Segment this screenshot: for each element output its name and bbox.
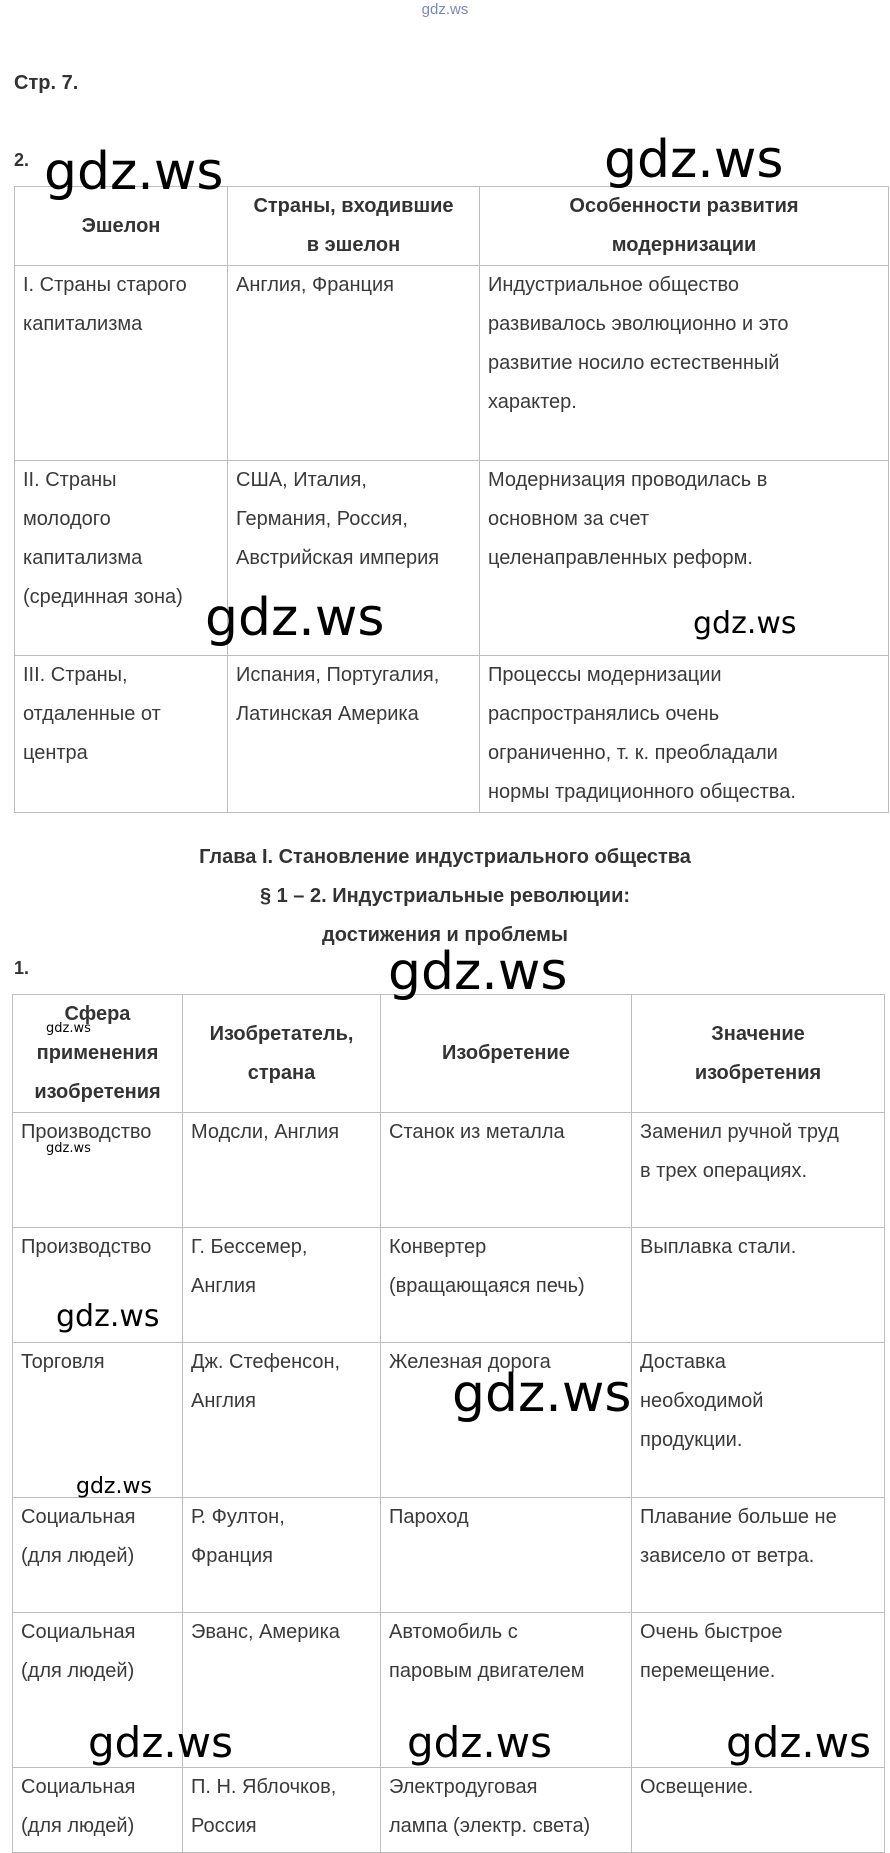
cell-sphere: Производство — [13, 1228, 183, 1343]
cell-significance: Выплавка стали. — [632, 1228, 885, 1343]
section-title: § 1 – 2. Индустриальные революции: — [259, 885, 631, 907]
header-countries: Страны, входившие в эшелон — [228, 187, 480, 266]
cell-inventor: Р. Фултон, Франция — [183, 1498, 381, 1613]
cell-inventor: Дж. Стефенсон, Англия — [183, 1343, 381, 1498]
cell-significance: Плавание больше не зависело от ветра. — [632, 1498, 885, 1613]
watermark: gdz.ws — [693, 606, 797, 641]
watermark: gdz.ws — [604, 130, 784, 190]
watermark: gdz.ws — [76, 1474, 152, 1499]
cell-inventor: П. Н. Яблочков, Россия — [183, 1768, 381, 1853]
header-echelon: Эшелон — [15, 187, 228, 266]
cell-invention: Железная дорога — [381, 1343, 632, 1498]
cell-inventor: Модсли, Англия — [183, 1113, 381, 1228]
cell-significance: Доставка необходимой продукции. — [632, 1343, 885, 1498]
task-number-1: 1. — [14, 958, 30, 978]
cell-features: Процессы модернизации распространялись очень ограниченно, т. к. преобладали нормы традиционного общества. — [480, 656, 889, 813]
cell-countries: Испания, Португалия, Латинская Америка — [228, 656, 480, 813]
cell-countries: Англия, Франция — [228, 266, 480, 461]
cell-significance: Очень быстрое перемещение. — [632, 1613, 885, 1768]
watermark: gdz.ws — [388, 942, 568, 1002]
watermark: gdz.ws — [407, 1718, 552, 1767]
cell-invention: Автомобиль с паровым двигателем — [381, 1613, 632, 1768]
cell-countries: США, Италия, Германия, Россия, Австрийская империя — [228, 461, 480, 656]
chapter-title: Глава I. Становление индустриального общества — [199, 846, 691, 868]
cell-sphere: Социальная (для людей) — [13, 1613, 183, 1768]
header-inventor: Изобретатель, страна — [183, 995, 381, 1113]
watermark: gdz.ws — [56, 1299, 160, 1334]
header-sphere: Сфера применения изобретения — [13, 995, 183, 1113]
cell-sphere: Социальная (для людей) — [13, 1768, 183, 1853]
header-significance: Значение изобретения — [632, 995, 885, 1113]
header-invention: Изобретение — [381, 995, 632, 1113]
watermark: gdz.ws — [452, 1364, 632, 1424]
section-subtitle: достижения и проблемы — [322, 924, 568, 946]
task-number-2: 2. — [14, 150, 30, 170]
cell-features: Модернизация проводилась в основном за счет целенаправленных реформ. — [480, 461, 889, 656]
watermark: gdz.ws — [205, 588, 385, 648]
table-header-row — [13, 995, 885, 1113]
cell-echelon: II. Страны молодого капитализма (срединная зона) — [15, 461, 228, 656]
site-link[interactable]: gdz.ws — [421, 1, 469, 18]
table-row — [15, 656, 889, 813]
cell-inventor: Эванс, Америка — [183, 1613, 381, 1768]
cell-features: Индустриальное общество развивалось эволюционно и это развитие носило естественный характер. — [480, 266, 889, 461]
cell-significance: Освещение. — [632, 1768, 885, 1853]
cell-significance: Заменил ручной труд в трех операциях. — [632, 1113, 885, 1228]
watermark: gdz.ws — [726, 1718, 871, 1767]
cell-echelon: III. Страны, отдаленные от центра — [15, 656, 228, 813]
cell-inventor: Г. Бессемер, Англия — [183, 1228, 381, 1343]
cell-sphere: Торговля — [13, 1343, 183, 1498]
watermark: gdz.ws — [46, 1021, 91, 1036]
page-reference: Стр. 7. — [14, 72, 79, 94]
cell-invention: Станок из металла — [381, 1113, 632, 1228]
cell-echelon: I. Страны старого капитализма — [15, 266, 228, 461]
cell-invention: Конвертер (вращающаяся печь) — [381, 1228, 632, 1343]
cell-invention: Электродуговая лампа (электр. света) — [381, 1768, 632, 1853]
watermark: gdz.ws — [88, 1718, 233, 1767]
table-row — [13, 1113, 885, 1228]
table-row — [13, 1498, 885, 1613]
table-row — [13, 1768, 885, 1853]
cell-invention: Пароход — [381, 1498, 632, 1613]
cell-sphere: Производство — [13, 1113, 183, 1228]
watermark: gdz.ws — [46, 1141, 91, 1156]
cell-sphere: Социальная (для людей) — [13, 1498, 183, 1613]
header-features: Особенности развития модернизации — [480, 187, 889, 266]
echelon-table — [14, 186, 889, 813]
table-row — [15, 266, 889, 461]
watermark: gdz.ws — [44, 142, 224, 202]
